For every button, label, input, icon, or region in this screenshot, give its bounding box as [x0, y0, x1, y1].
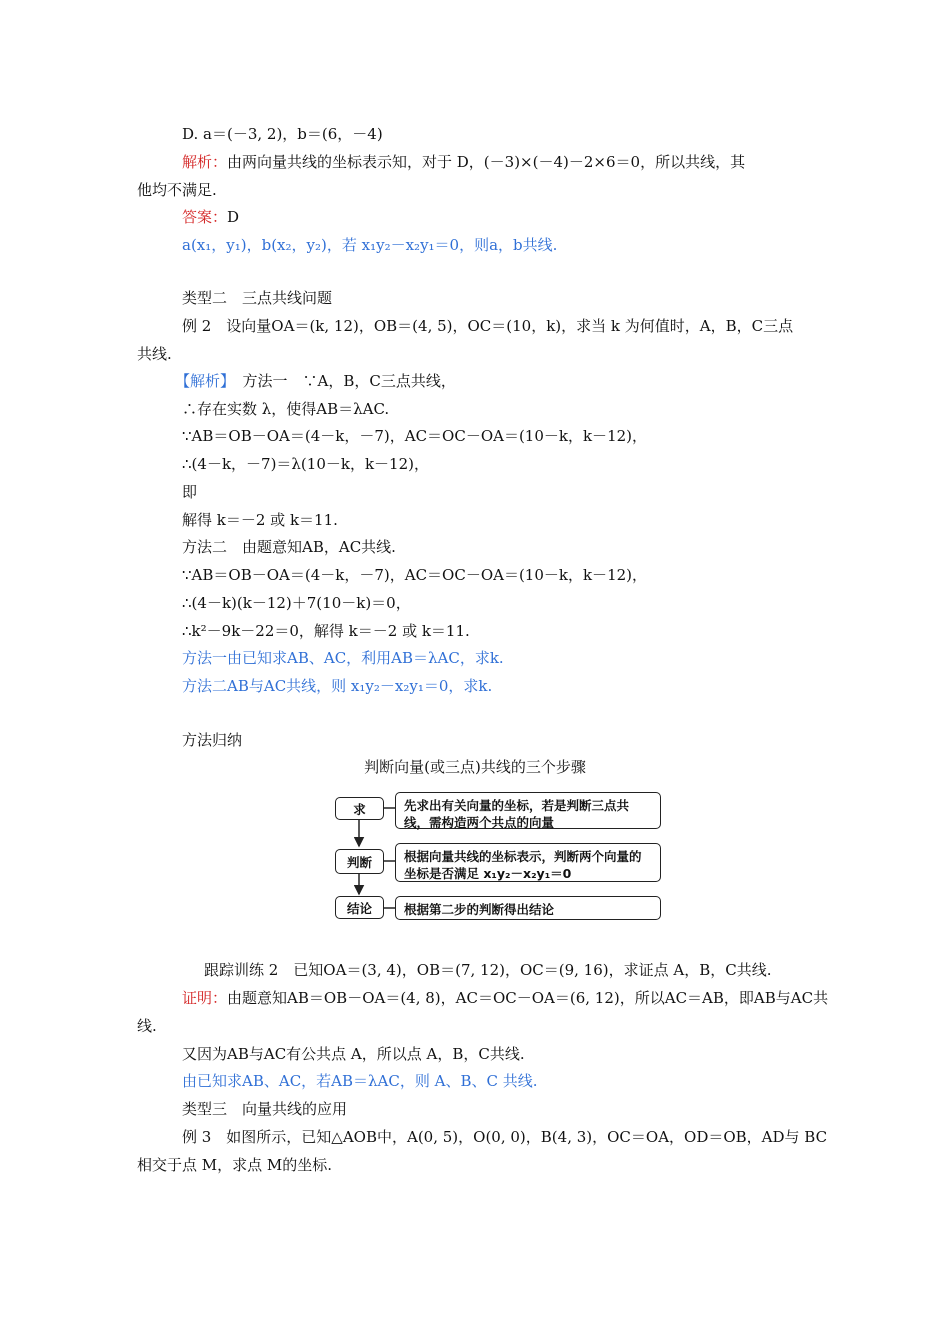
analysis-text: 由两向量共线的坐标表示知，对于 D，(－3)×(－4)－2×6＝0，所以共线，其 — [227, 153, 746, 171]
step-text-1: 先求出有关向量的坐标，若是判断三点共线，需构造两个共点的向量 — [395, 792, 661, 829]
method1-line-4: 即 — [182, 483, 198, 501]
option-d: D. a＝(－3, 2)，b＝(6，－4) — [182, 125, 383, 143]
method2-line-1: ∵AB＝OB－OA＝(4－k，－7)，AC＝OC－OA＝(10－k，k－12)， — [182, 566, 648, 584]
method1-line-3: ∴(4－k，－7)＝λ(10－k，k－12)， — [182, 455, 429, 473]
answer-label: 答案： — [182, 208, 228, 226]
step-text-3: 根据第二步的判断得出结论 — [395, 896, 661, 920]
step-text-2: 根据向量共线的坐标表示，判断两个向量的坐标是否满足 x₁y₂－x₂y₁＝0 — [395, 843, 661, 882]
answer-value: D — [227, 208, 240, 226]
analysis-label: 解析： — [182, 153, 228, 171]
practice2-problem: 跟踪训练 2 已知OA＝(3, 4)，OB＝(7, 12)，OC＝(9, 16)，求证点 A，B，C共线. — [204, 961, 772, 979]
method1-line-5: 解得 k＝－2 或 k＝11. — [182, 511, 338, 529]
method-tip-2: 方法二AB与AC共线，则 x₁y₂－x₂y₁＝0，求k. — [182, 677, 493, 695]
proof-text-cont: 线. — [137, 1017, 157, 1035]
example3-line2: 相交于点 M，求点 M的坐标. — [137, 1156, 333, 1174]
step-label-3: 结论 — [335, 896, 384, 919]
method-tip-1: 方法一由已知求AB、AC，利用AB＝λAC，求k. — [182, 649, 504, 667]
type3-heading: 类型三 向量共线的应用 — [182, 1100, 348, 1118]
step-label-1: 求 — [335, 797, 384, 820]
method2-line-0: 方法二 由题意知AB，AC共线. — [182, 538, 396, 556]
example3-line1: 例 3 如图所示，已知△AOB中，A(0, 5)，O(0, 0)，B(4, 3)，OC＝OA，OD＝OB，AD与 BC — [182, 1128, 828, 1146]
proof-line — [182, 988, 828, 1008]
step-label-2: 判断 — [335, 849, 384, 874]
method2-line-2: ∴(4－k)(k－12)＋7(10－k)＝0， — [182, 594, 411, 612]
proof-label: 证明： — [182, 989, 228, 1007]
type2-heading: 类型二 三点共线问题 — [182, 289, 333, 307]
proof-text-3: 又因为AB与AC有公共点 A，所以点 A，B，C共线. — [182, 1045, 525, 1063]
diagram-title: 判断向量(或三点)共线的三个步骤 — [364, 758, 586, 776]
proof-text: 由题意知AB＝OB－OA＝(4, 8)，AC＝OC－OA＝(6, 12)，所以AC＝AB，即AB与AC共 — [227, 989, 829, 1007]
solution-label: 【解析】 — [175, 372, 228, 390]
example2-line1: 例 2 设向量OA＝(k, 12)，OB＝(4, 5)，OC＝(10，k)，求当 k 为何值时，A，B，C三点 — [182, 317, 794, 335]
summary-heading: 方法归纳 — [182, 731, 243, 749]
example2-line2: 共线. — [137, 345, 172, 363]
method2-line-3: ∴k²－9k－22＝0，解得 k＝－2 或 k＝11. — [182, 622, 470, 640]
method1-line-1: ∴存在实数 λ，使得AB＝λAC. — [182, 400, 390, 418]
collinear-tip: a(x₁，y₁)，b(x₂，y₂)，若 x₁y₂－x₂y₁＝0，则a，b共线. — [182, 236, 558, 254]
analysis-text-cont: 他均不满足. — [137, 181, 217, 199]
method1-line-0: 方法一 ∵A，B，C三点共线， — [242, 372, 456, 390]
practice2-tip: 由已知求AB、AC，若AB＝λAC，则 A、B、C 共线. — [182, 1072, 538, 1090]
method1-line-2: ∵AB＝OB－OA＝(4－k，－7)，AC＝OC－OA＝(10－k，k－12)， — [182, 427, 648, 445]
